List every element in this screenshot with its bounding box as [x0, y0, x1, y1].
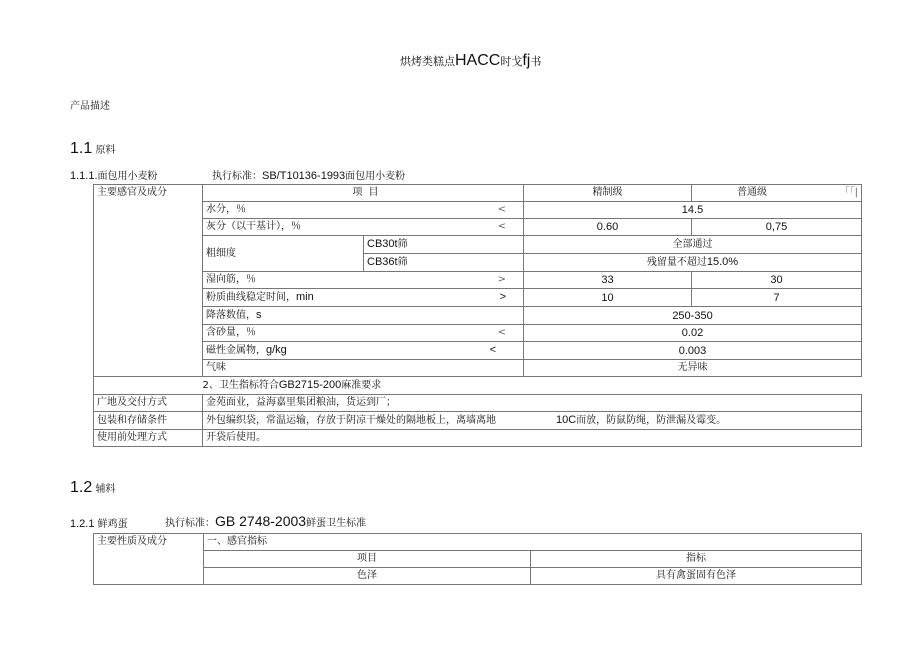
row-op: > [499, 291, 506, 303]
row-value-normal: 7 [692, 289, 862, 307]
row-value-fine: 33 [524, 272, 692, 289]
heading-1-2-1 [70, 515, 128, 530]
table-row [94, 325, 862, 342]
sieve-suffix: 筛 [397, 239, 408, 250]
sub-heading: 一、感官指标 [204, 534, 862, 551]
title-part-e: 书 [530, 55, 542, 68]
use-row [94, 430, 862, 447]
standard-label: 执行标准： [165, 518, 215, 529]
header-item-a: 项 [203, 185, 366, 202]
header-index: 指标 [531, 551, 862, 568]
table-row [94, 342, 862, 360]
row-name [203, 325, 524, 342]
egg-spec-table [93, 533, 862, 585]
standard-code: SB/T10136-1993 [262, 170, 346, 182]
row-name-text: 含砂量，％ [206, 327, 256, 338]
table-header-row [94, 185, 862, 202]
origin-label: 广地及交付方式 [94, 395, 203, 412]
sieve-value-text: 残留量不超过 [646, 257, 707, 268]
origin-value: 金苑面业，益海嘉里集团粮油，货运到厂； [203, 395, 862, 412]
row-name-text: 水分，％ [206, 204, 246, 215]
hygiene-part-c: 麻准要求 [341, 380, 382, 391]
row-op: < [497, 204, 506, 215]
sieve-suffix: 筛 [397, 257, 408, 268]
header-fine: 精制级 [524, 185, 692, 202]
sieve-value-1: 全部通过 [524, 236, 862, 254]
row-name [203, 202, 524, 219]
row-value: 0.003 [524, 342, 862, 360]
standard-code: GB 2748-2003 [215, 513, 307, 529]
sub-sieve-2 [364, 254, 524, 272]
header-normal: 普通级 [737, 187, 767, 198]
row-value-fine: 10 [524, 289, 692, 307]
table-row [94, 360, 862, 377]
title-part-a: 烘烤类糕点 [400, 55, 455, 68]
row-name-unit: s [256, 309, 262, 321]
sieve-code: CB36t [367, 256, 398, 268]
row-name [203, 307, 524, 325]
table-row [94, 289, 862, 307]
sub-sieve-1 [364, 236, 524, 254]
header-normal-cell [692, 185, 862, 202]
left-label-main: 主要性质及成分 [94, 534, 204, 585]
title-part-c: 时戈 [500, 55, 523, 68]
table-header-row [94, 551, 862, 568]
table-row [94, 568, 862, 585]
row-op: < [497, 221, 506, 232]
row-value-normal: 30 [692, 272, 862, 289]
left-label-main: 主要感官及成分 [94, 185, 203, 377]
flour-spec-table [93, 184, 862, 447]
row-name: 色泽 [204, 568, 531, 585]
row-name-text: 粉质曲线稳定时间， [206, 292, 296, 303]
row-name: 气味 [203, 360, 524, 377]
section-label: 产品描述 [70, 101, 110, 112]
header-mark: 「「| [839, 187, 858, 198]
row-name-unit: g/kg [266, 344, 287, 356]
row-name-text: 降落数值， [206, 310, 256, 321]
row-name-unit: min [296, 291, 314, 303]
row-name-text: 磁性金属物， [206, 345, 266, 356]
table-row [94, 307, 862, 325]
heading-1-2-number: 1.2 [70, 479, 93, 496]
table-row [94, 236, 862, 254]
hygiene-text [203, 377, 862, 395]
sieve-code: CB30t [367, 238, 398, 250]
row-value: 0.02 [524, 325, 862, 342]
row-value: 具有禽蛋固有色泽 [531, 568, 862, 585]
standard-name: 面包用小麦粉 [345, 171, 406, 182]
pack-label: 包装和存储条件 [94, 412, 203, 430]
heading-1-2-1-number: 1.2.1 [70, 518, 95, 530]
row-name-text: 湿向筋，％ [206, 274, 256, 285]
standard-label: 执行标准： [212, 171, 262, 182]
doc-title [400, 52, 541, 70]
row-name: 粗细度 [203, 236, 364, 272]
heading-1-1 [70, 140, 115, 158]
hygiene-part-b: GB2715-200 [278, 379, 342, 391]
table-row [94, 219, 862, 236]
row-op: < [489, 344, 496, 356]
standard-name: 鲜蛋卫生标准 [306, 518, 367, 529]
row-value: 14.5 [524, 202, 862, 219]
heading-1-2-1-name: 鲜鸡蛋 [97, 519, 128, 530]
pack-value [203, 412, 862, 430]
title-part-b: HACC [455, 52, 501, 69]
row-name [203, 342, 524, 360]
heading-1-1-number: 1.1 [70, 140, 93, 157]
row-name [203, 289, 524, 307]
row-name-text: 灰分（以干基计），％ [206, 221, 301, 232]
pack-text-a: 外包编织袋，常温运输，存放于阴凉干燥处的隔地板上，离墙离地 [206, 415, 496, 426]
heading-1-1-1-name: 面包用小麦粉 [97, 171, 158, 182]
row-name [203, 272, 524, 289]
row-value: 无异味 [524, 360, 862, 377]
heading-1-1-1-number: 1.1.1. [70, 170, 98, 182]
origin-row [94, 395, 862, 412]
table-row [94, 272, 862, 289]
pack-text-c: 而放，防鼠防绳，防泄漏及霉变。 [576, 415, 727, 426]
sieve-value-2 [524, 254, 862, 272]
row-value: 250-350 [524, 307, 862, 325]
row-op: > [497, 274, 506, 285]
table-row [94, 202, 862, 219]
row-value-fine: 0.60 [524, 219, 692, 236]
row-op: < [497, 327, 506, 338]
heading-1-1-1 [70, 167, 158, 182]
heading-1-1-name: 原料 [95, 145, 116, 156]
title-part-d: fj [522, 52, 531, 69]
pack-row [94, 412, 862, 430]
heading-1-2 [70, 479, 115, 497]
use-label: 使用前处理方式 [94, 430, 203, 447]
row-value-normal: 0,75 [692, 219, 862, 236]
header-item-b: 目 [366, 185, 524, 202]
sieve-value-num: 15.0% [706, 256, 739, 268]
hygiene-row [94, 377, 862, 395]
heading-1-2-1-standard [165, 513, 366, 529]
use-value: 开袋后使用。 [203, 430, 862, 447]
heading-1-1-1-standard [212, 167, 405, 182]
hygiene-part-a: 2、卫生指标符合 [202, 380, 279, 391]
empty-cell [94, 377, 203, 395]
table-row [94, 534, 862, 551]
pack-temp: 10C [556, 414, 577, 426]
header-item: 项目 [204, 551, 531, 568]
row-name [203, 219, 524, 236]
heading-1-2-name: 辅料 [95, 484, 116, 495]
